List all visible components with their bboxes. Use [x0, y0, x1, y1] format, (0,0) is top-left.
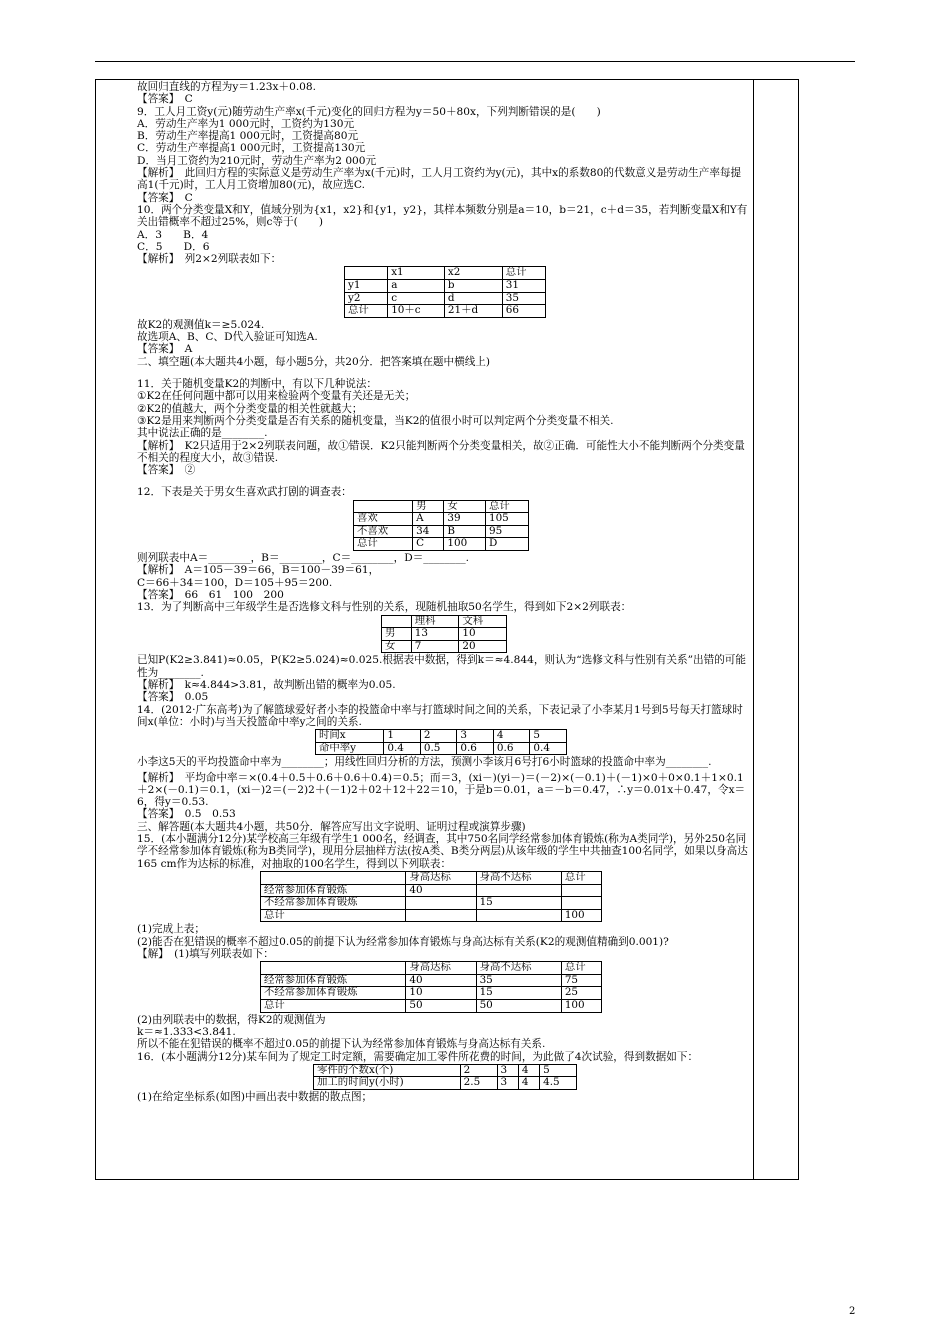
analysis-9: 【解析】 此回归方程的实际意义是劳动生产率为x(千元)时，工人月工资约为y(元)，其中x的系数80的代数意义是劳动生产率每提高1(千元)时，工人月工资增加80(元)，故应选C.: [137, 167, 742, 192]
text-line: 所以不能在犯错误的概率不超过0.05的前提下认为经常参加体育锻炼与身高达标有关系.: [137, 1038, 546, 1051]
page-number: 2: [849, 1306, 856, 1317]
answer-9: 【答案】 C: [137, 191, 193, 204]
column-divider: [753, 79, 754, 1180]
question-15: 15．(本小题满分12分)某学校高三年级有学生1 000名，经调查，其中750名同学经常参加体育锻炼(称为A类同学)，另外250名同学不经常参加体育锻炼(称为B类同学)，现用分层抽样方法(按A类、B类分两层)从该年级的学生中共抽查100名同学，如果以身高达165 cm作为达标的标准，对抽取的100名学生，得到以下列联表：: [137, 833, 748, 870]
text-line: C＝66＋34＝100，D＝105＋95＝200.: [137, 576, 333, 589]
analysis-13: 【解析】 k≈4.844>3.81，故判断出错的概率为0.05.: [137, 678, 396, 691]
section-heading-3: 三、解答题(本大题共4小题，共50分．解答应写出文字说明、证明过程或演算步骤): [137, 820, 526, 833]
question-9: 9．工人月工资y(元)随劳动生产率x(千元)变化的回归方程为y＝50＋80x，下列判断错误的是( ): [137, 105, 601, 118]
answer-12: 【答案】 66 61 100 200: [137, 588, 284, 601]
document-body: [137, 81, 748, 1103]
analysis-10: 【解析】 列2×2列联表如下：: [137, 253, 282, 266]
header-rule: [95, 61, 855, 62]
options-ab: A．3 B．4: [137, 228, 209, 241]
option-c: C．劳动生产率提高1 000元时，工资提高130元: [137, 142, 366, 155]
option-b: B．劳动生产率提高1 000元时，工资提高80元: [137, 130, 359, 143]
question-13: 13．为了判断高中三年级学生是否选修文科与性别的关系，现随机抽取50名学生，得到如下2×2列联表：: [137, 601, 632, 614]
text-line: 故回归直线的方程为y＝1.23x＋0.08.: [137, 81, 317, 93]
answer-10: 【答案】 A: [137, 343, 193, 356]
statement-1: ①K2在任何问题中都可以用来检验两个变量有关还是无关；: [137, 390, 416, 403]
data-table-q16: 零件的个数x(个) 2 3 4 5 加工的时间y(小时) 2.5 3 4 4.5: [313, 1064, 577, 1090]
text-line: 已知P(K2≥3.841)≈0.05，P(K2≥5.024)≈0.025.根据表中数据，得到k＝≈4.844，则认为“选修文科与性别有关系”出错的可能性为________.: [137, 654, 746, 679]
contingency-table-q15-blank: 身高达标 身高不达标 总计 经常参加体育锻炼 40 不经常参加体育锻炼 15 总计 100: [260, 871, 602, 922]
section-heading-2: 二、填空题(本大题共4小题，每小题5分，共20分．把答案填在题中横线上): [137, 355, 491, 368]
question-12: 12．下表是关于男女生喜欢武打剧的调查表：: [137, 486, 352, 499]
subquestion-2: (2)能否在犯错误的概率不超过0.05的前提下认为经常参加体育锻炼与身高达标有关系(K2的观测值精确到0.001)?: [137, 935, 669, 948]
analysis-14: 【解析】 平均命中率＝×(0.4＋0.5＋0.6＋0.6＋0.4)＝0.5；而＝3，(xi－)(yi－)＝(－2)×(－0.1)＋(－1)×0＋0×0.1＋1×0.1＋2×(－0.1)＝0.1，(xi－)2＝(－2)2＋(－1)2＋02＋12＋22＝10，于是b＝0.01，a＝－b＝0.47，∴y＝0.01x＋0.47，令x＝6，得y＝0.53.: [137, 771, 746, 809]
text-line: k＝≈1.333<3.841.: [137, 1025, 236, 1038]
text-line: 故选项A、B、C、D代入验证可知选A.: [137, 331, 318, 344]
analysis-12: 【解析】 A＝105－39＝66，B＝100－39＝61，: [137, 564, 380, 577]
text-line: 【答案】 C: [137, 93, 193, 106]
survey-table-q12: 男 女 总计 喜欢 A 39 105 不喜欢 34 B 95 总计 C 100 D: [353, 500, 529, 551]
text-line: 其中说法正确的是________.: [137, 427, 268, 440]
contingency-table-q10: x1 x2 总计 y1 a b 31 y2 c d 35 总计 10＋c 21＋d 66: [344, 266, 546, 317]
options-cd: C．5 D．6: [137, 240, 210, 253]
data-table-q14: 时间x 1 2 3 4 5 命中率y 0.4 0.5 0.6 0.6 0.4: [315, 729, 567, 755]
statement-2: ②K2的值越大，两个分类变量的相关性就越大；: [137, 402, 363, 415]
subquestion-1: (1)完成上表；: [137, 923, 205, 936]
statement-3: ③K2是用来判断两个分类变量是否有关系的随机变量，当K2的值很小时可以判定两个分类变量不相关.: [137, 414, 614, 427]
analysis-11: 【解析】 K2只适用于2×2列联表问题，故①错误．K2只能判断两个分类变量相关，故②正确．可能性大小不能判断两个分类变量不相关的程度大小，故③错误.: [137, 439, 745, 464]
text-line: 故K2的观测值k＝≥5.024.: [137, 318, 265, 331]
subquestion-16-1: (1)在给定坐标系(如图)中画出表中数据的散点图；: [137, 1090, 373, 1103]
question-10: 10．两个分类变量X和Y，值域分别为{x1，x2}和{y1，y2}，其样本频数分别是a＝10，b＝21，c＋d＝35，若判断变量X和Y有关出错概率不超过25%，则c等于( ): [137, 203, 748, 229]
text-line: (2)由列联表中的数据，得K2的观测值为: [137, 1013, 326, 1026]
contingency-table-q13: 理科 文科 男 13 10 女 7 20: [381, 615, 507, 654]
text-line: 则列联表中A＝________，B＝________，C＝________，D＝________.: [137, 552, 470, 565]
answer-11: 【答案】 ②: [137, 464, 196, 477]
option-d: D．当月工资约为210元时，劳动生产率为2 000元: [137, 154, 377, 167]
text-line: 小李这5天的平均投篮命中率为________；用线性回归分析的方法，预测小李该月6号打6小时篮球的投篮命中率为________.: [137, 756, 712, 769]
question-11: 11．关于随机变量K2的判断中，有以下几种说法：: [137, 378, 378, 391]
answer-13: 【答案】 0.05: [137, 691, 209, 704]
question-16: 16．(本小题满分12分)某车间为了规定工时定额，需要确定加工零件所花费的时间，为此做了4次试验，得到数据如下：: [137, 1050, 699, 1063]
solution-15: 【解】 (1)填写列联表如下：: [137, 947, 274, 960]
contingency-table-q15-filled: 身高达标 身高不达标 总计 经常参加体育锻炼 40 35 75 不经常参加体育锻炼 10 15 25 总计 50 50 100: [260, 961, 602, 1012]
answer-14: 【答案】 0.5 0.53: [137, 808, 236, 821]
option-a: A．劳动生产率为1 000元时，工资约为130元: [137, 117, 355, 130]
question-14: 14．(2012·广东高考)为了解篮球爱好者小李的投篮命中率与打篮球时间之间的关系，下表记录了小李某月1号到5号每天打篮球时间x(单位：小时)与当天投篮命中率y之间的关系.: [137, 703, 743, 728]
